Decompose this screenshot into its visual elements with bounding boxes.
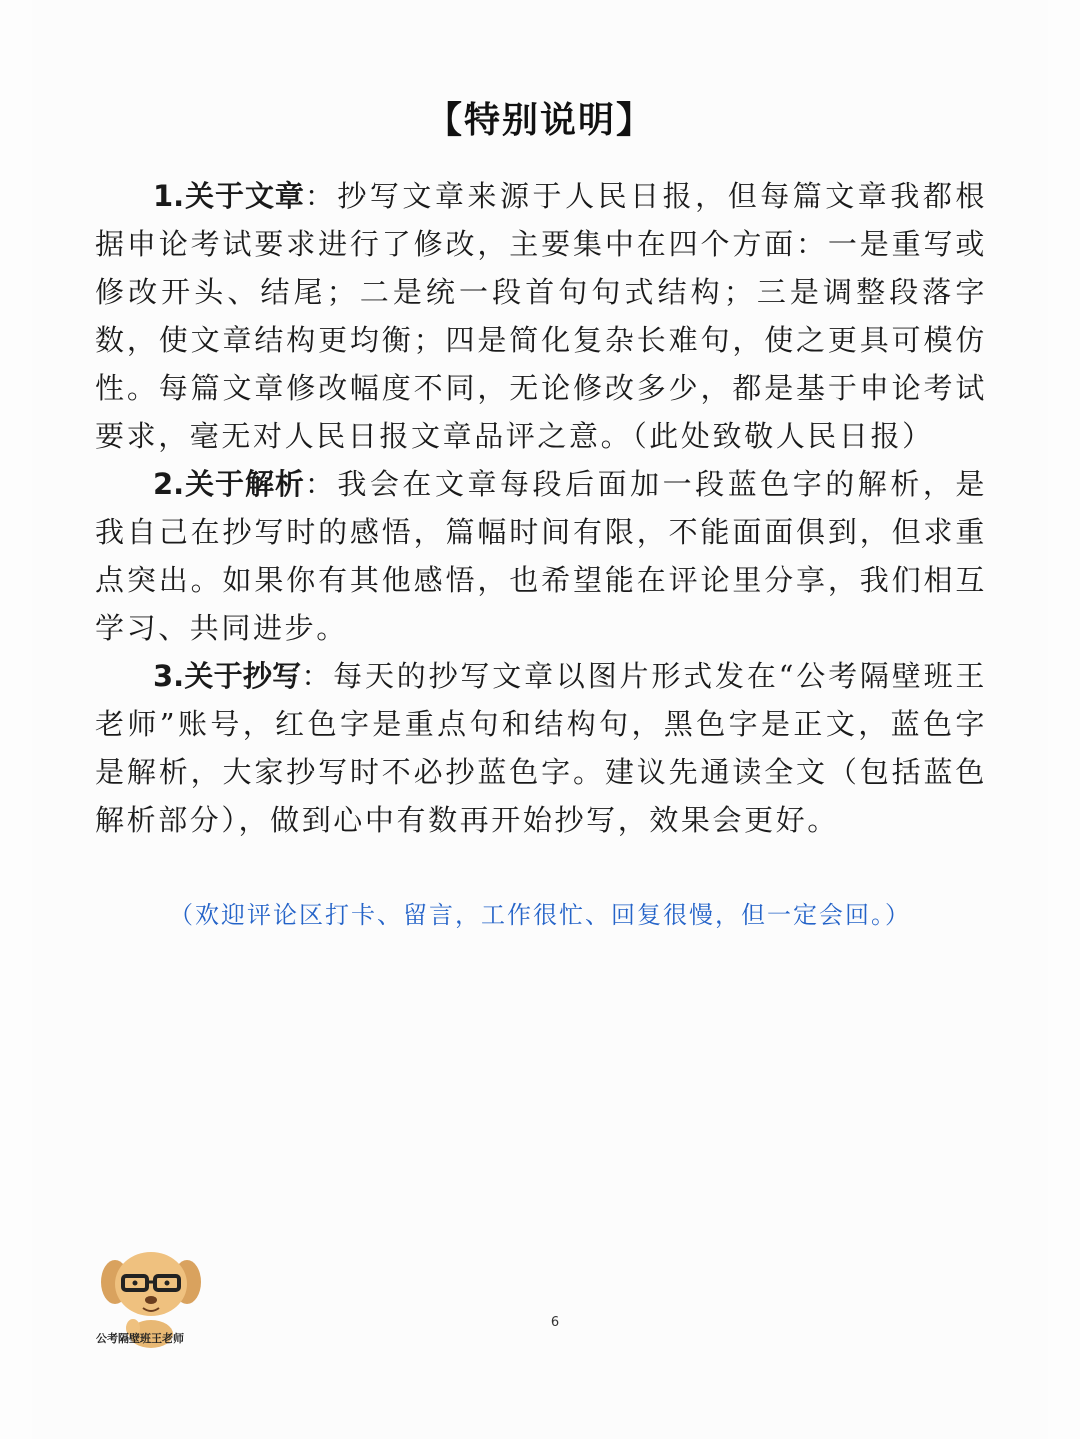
page-title: 【特别说明】 [425, 100, 654, 141]
paragraph-about-analysis [95, 460, 987, 652]
document-body [95, 172, 987, 844]
paragraph-about-articles [95, 172, 987, 460]
paragraph-about-copying [95, 652, 987, 844]
paragraph-text: ：抄写文章来源于人民日报，但每篇文章我都根据申论考试要求进行了修改，主要集中在四个方面：一是重写或修改开头、结尾；二是统一段首句句式结构；三是调整段落字数，使文章结构更均衡；四是简化复杂长难句，使之更具可模仿性。每篇文章修改幅度不同，无论修改多少，都是基于申论考试要求，毫无对人民日报文章品评之意。（此处致敬人民日报） [95, 179, 987, 453]
mascot-label: 公考隔壁班王老师 [96, 1332, 184, 1345]
paragraph-text: ：我会在文章每段后面加一段蓝色字的解析，是我自己在抄写时的感悟，篇幅时间有限，不能面面俱到，但求重点突出。如果你有其他感悟，也希望能在评论里分享，我们相互学习、共同进步。 [95, 467, 987, 645]
paragraph-heading: 1.关于文章 [153, 179, 305, 213]
paragraph-heading: 2.关于解析 [153, 467, 305, 501]
comment-note: （欢迎评论区打卡、留言，工作很忙、回复很慢，但一定会回。） [169, 901, 911, 929]
page-number: 6 [550, 1315, 560, 1330]
paragraph-heading: 3.关于抄写 [153, 659, 302, 693]
paragraph-text: ：每天的抄写文章以图片形式发在“公考隔壁班王老师”账号，红色字是重点句和结构句，黑色字是正文，蓝色字是解析，大家抄写时不必抄蓝色字。建议先通读全文（包括蓝色解析部分），做到心中有数再开始抄写，效果会更好。 [95, 659, 987, 837]
